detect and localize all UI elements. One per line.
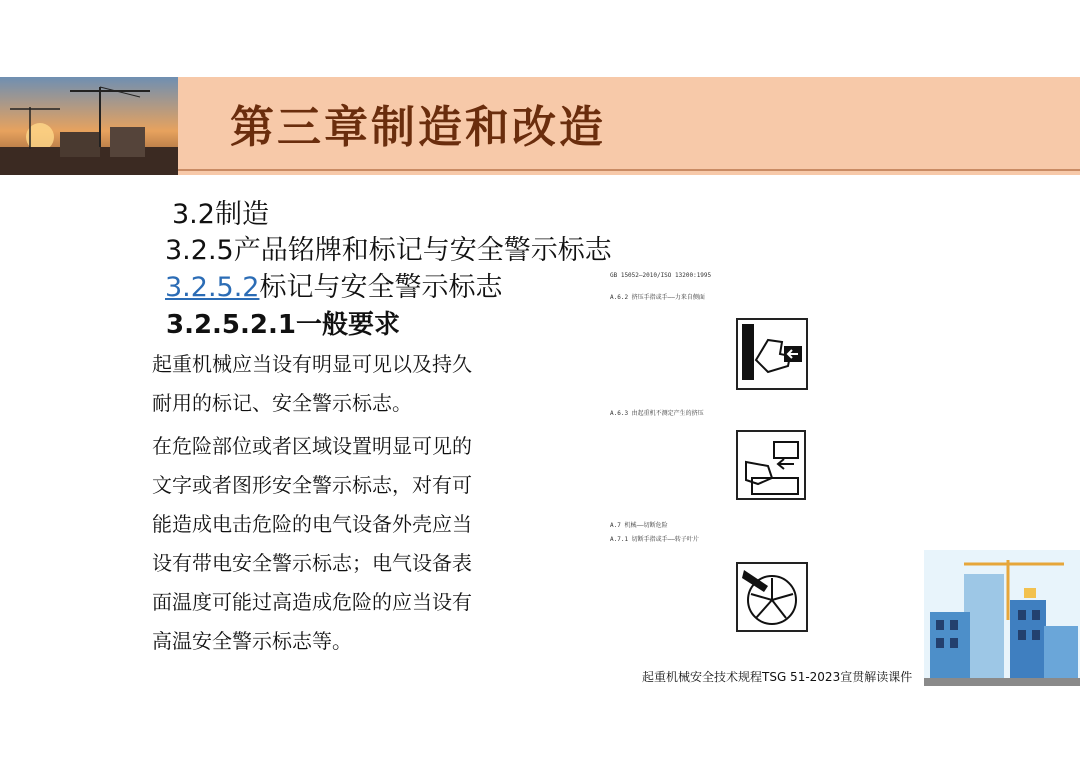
clause-link[interactable]: 3.2.5.2 (165, 272, 260, 303)
hand-crush-side-icon (736, 318, 808, 390)
text-line: 文字或者图形安全警示标志，对有可 (152, 473, 472, 497)
safety-sign-figure (604, 268, 924, 648)
construction-photo (0, 77, 178, 175)
clause-title: 标记与安全警示标志 (259, 272, 503, 303)
text-line: 耐用的标记、安全警示标志。 (152, 391, 412, 415)
crane-crush-icon (736, 430, 806, 500)
banner-rule (178, 169, 1080, 171)
rotor-blade-cut-icon (736, 562, 808, 632)
figure-caption: A.7 机械——切断危险 (610, 522, 668, 529)
page-title: 第三章制造和改造 (230, 102, 606, 153)
text-line: 设有带电安全警示标志；电气设备表 (152, 551, 472, 575)
header-banner (0, 77, 1080, 175)
text-line: 在危险部位或者区域设置明显可见的 (152, 434, 472, 458)
text-line: 面温度可能过高造成危险的应当设有 (152, 590, 472, 614)
figure-caption: A.7.1 切断手指或手——转子叶片 (610, 536, 699, 543)
text-line: 起重机械应当设有明显可见以及持久 (152, 352, 472, 376)
heading-section: 3.2制造 (172, 199, 269, 230)
text-line: 能造成电击危险的电气设备外壳应当 (152, 512, 472, 536)
standard-number: GB 15052—2010/ISO 13200:1995 (610, 272, 712, 279)
paragraph-1 (152, 345, 532, 423)
footer-text: 起重机械安全技术规程TSG 51-2023宣贯解读课件 (642, 670, 913, 684)
city-construction-illustration (924, 550, 1080, 686)
figure-caption: A.6.3 由起重机不测定产生的挤压 (610, 410, 704, 417)
paragraph-2 (152, 427, 532, 661)
figure-caption: A.6.2 挤压手指或手——力来自侧面 (610, 294, 705, 301)
text-line: 高温安全警示标志等。 (152, 629, 352, 653)
heading-clause (165, 265, 502, 304)
heading-general-requirements: 3.2.5.2.1一般要求 (166, 310, 400, 340)
heading-subsection: 3.2.5产品铭牌和标记与安全警示标志 (165, 235, 612, 266)
